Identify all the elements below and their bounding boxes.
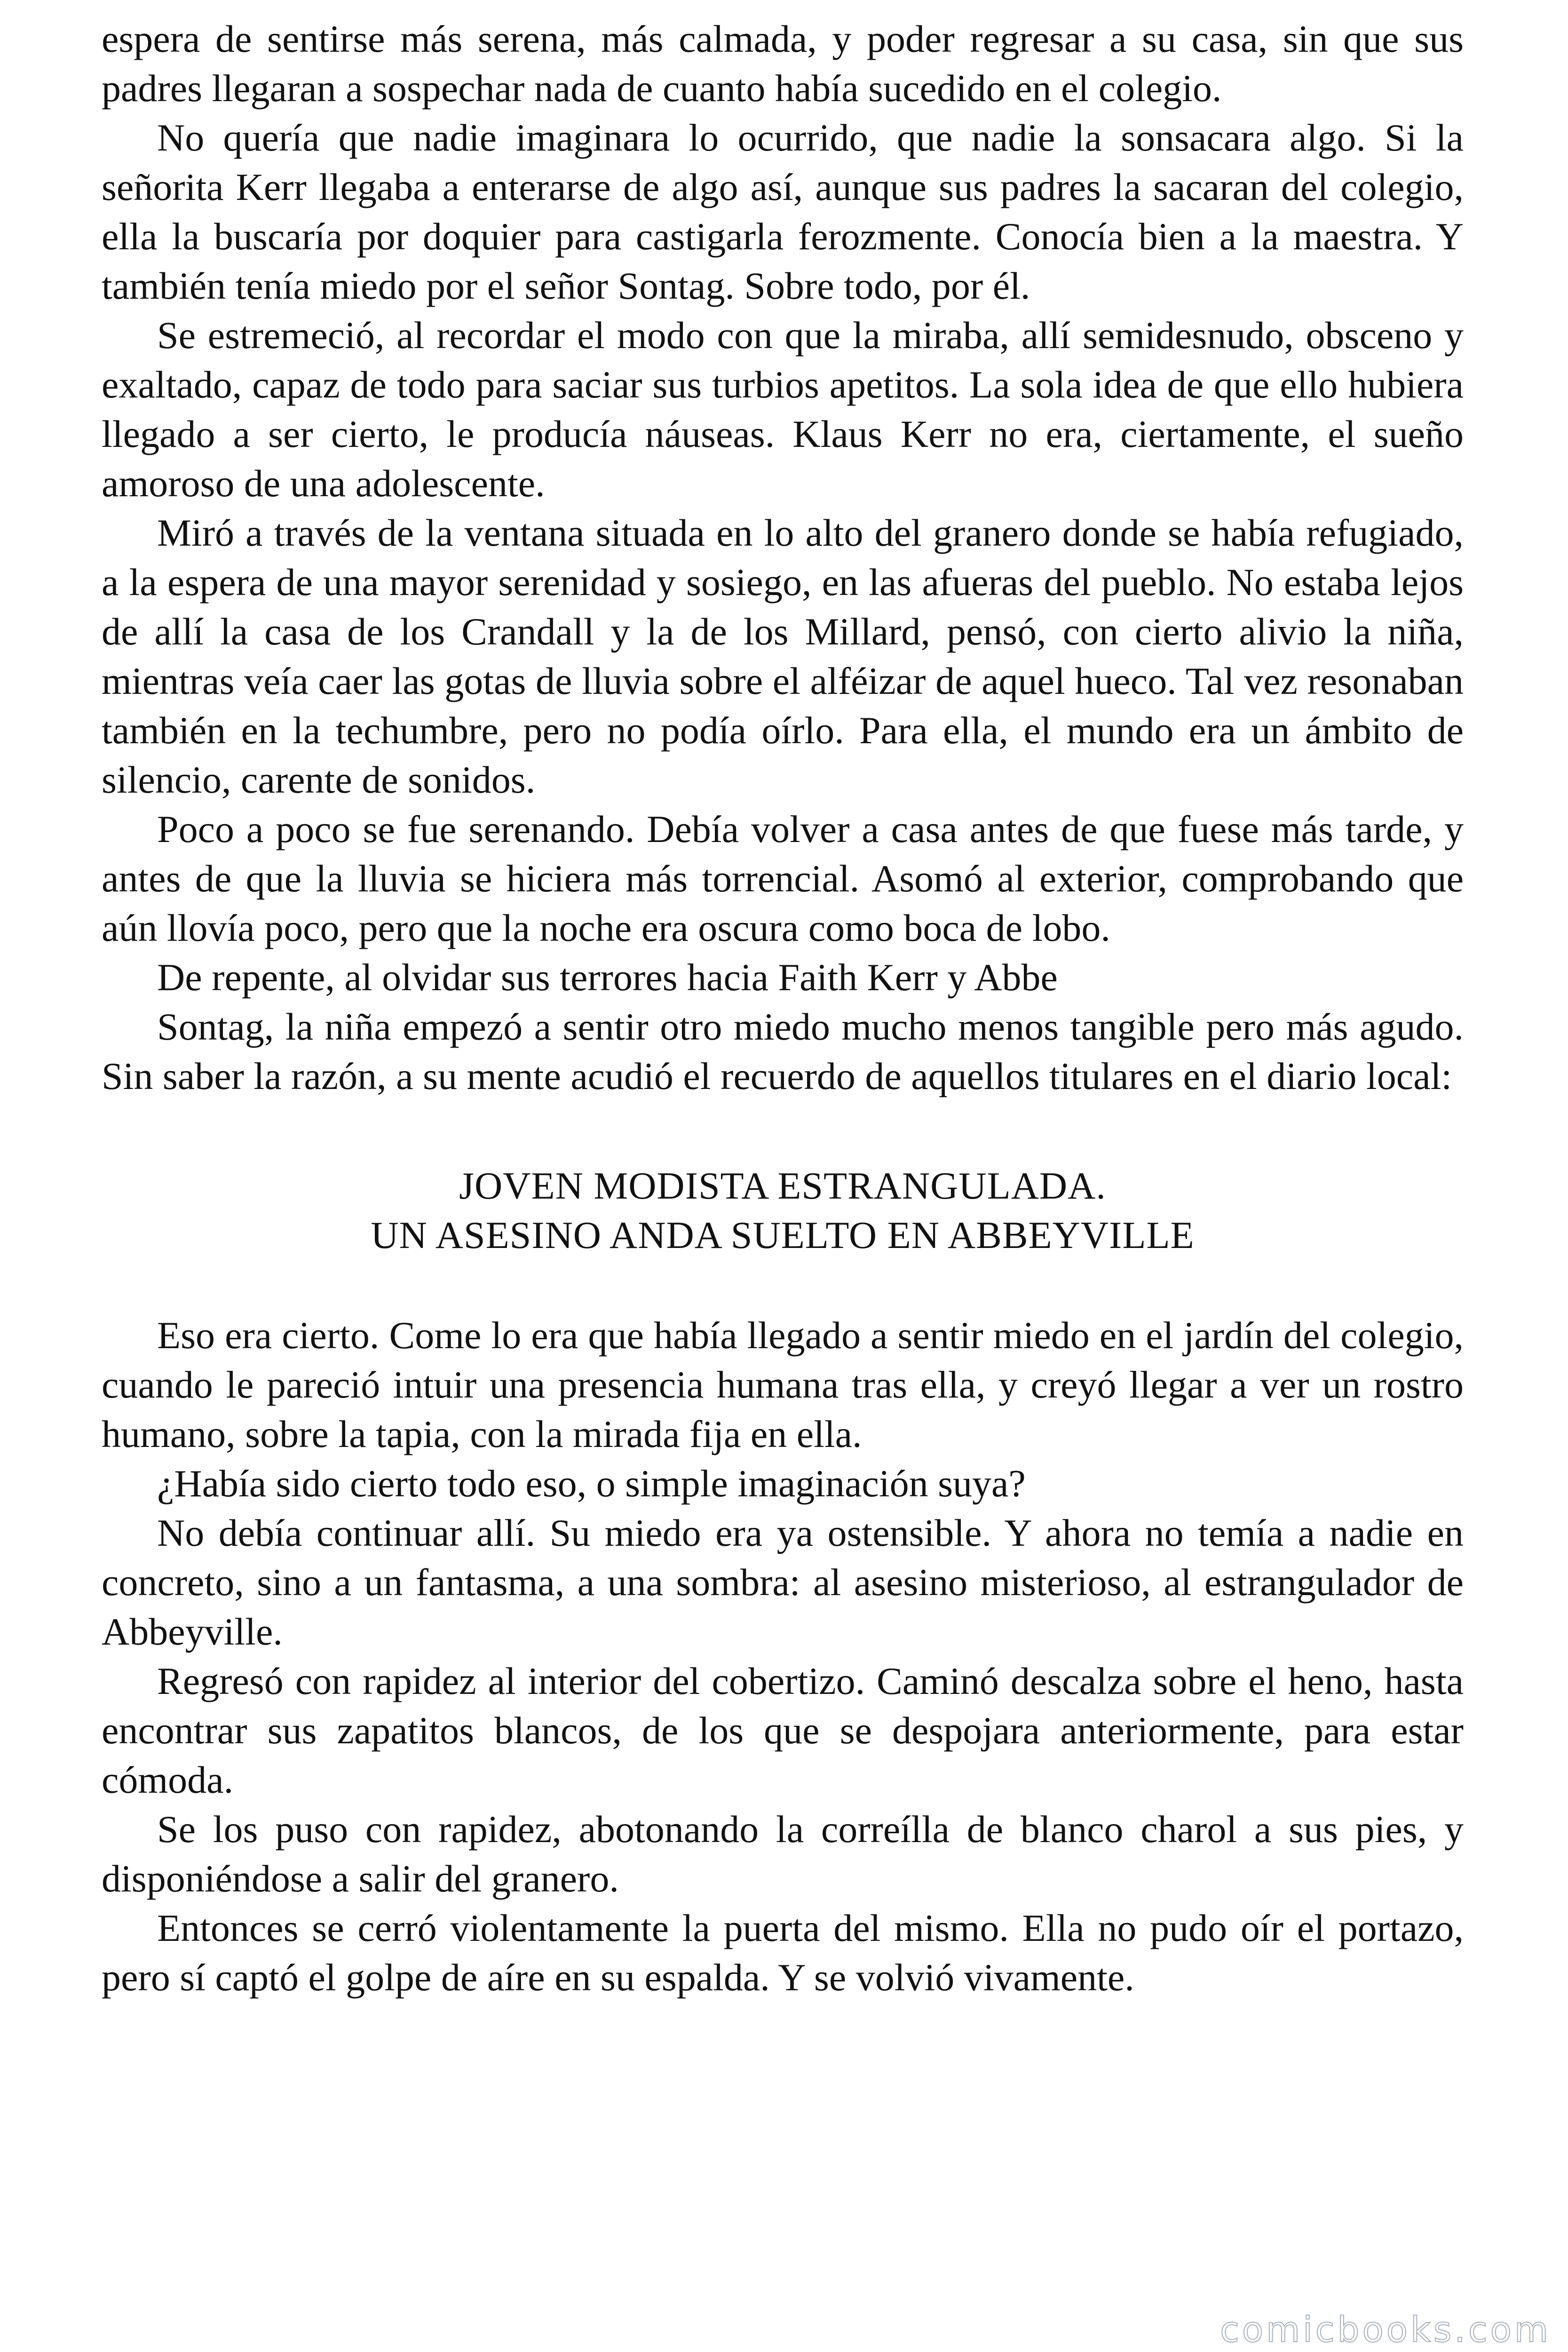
watermark: comicbooks.com bbox=[1220, 2310, 1551, 2350]
paragraph-9: ¿Había sido cierto todo eso, o simple imaginación suya? bbox=[157, 1462, 1026, 1505]
headline-line-2: UN ASESINO ANDA SUELTO EN ABBEYVILLE bbox=[371, 1214, 1195, 1256]
paragraph-2: No quería que nadie imaginara lo ocurrido, que nadie la sonsacara algo. Si la señorita Kerr llegaba a enterarse de algo así, aunque sus padres la sacaran del colegio, ella la buscaría por doquier para castigarla ferozmente. Conocía bien a la maestra. Y también tenía miedo por el señor Sontag. Sobre todo, por él. bbox=[102, 116, 1464, 307]
paragraph-13: Entonces se cerró violentamente la puerta del mismo. Ella no pudo oír el portazo, pero sí captó el golpe de aíre en su espalda. Y se volvió vivamente. bbox=[102, 1907, 1464, 1999]
paragraph-10: No debía continuar allí. Su miedo era ya ostensible. Y ahora no temía a nadie en concreto, sino a un fantasma, a una sombra: al asesino misterioso, al estrangulador de Abbeyville. bbox=[102, 1511, 1464, 1653]
paragraph-5: Poco a poco se fue serenando. Debía volver a casa antes de que fuese más tarde, y antes de que la lluvia se hiciera más torrencial. Asomó al exterior, comprobando que aún llovía poco, pero que la noche era oscura como boca de lobo. bbox=[102, 808, 1464, 949]
book-page bbox=[102, 14, 1464, 2002]
paragraph-8: Eso era cierto. Come lo era que había llegado a sentir miedo en el jardín del colegio, cuando le pareció intuir una presencia humana tras ella, y creyó llegar a ver un rostro humano, sobre la tapia, con la mirada fija en ella. bbox=[102, 1314, 1464, 1455]
headline-line-1: JOVEN MODISTA ESTRANGULADA. bbox=[459, 1164, 1106, 1207]
paragraph-4: Miró a través de la ventana situada en lo alto del granero donde se había refugiado, a la espera de una mayor serenidad y sosiego, en las afueras del pueblo. No estaba lejos de allí la casa de los Crandall y la de los Millard, pensó, con cierto alivio la niña, mientras veía caer las gotas de lluvia sobre el alféizar de aquel hueco. Tal vez resonaban también en la techumbre, pero no podía oírlo. Para ella, el mundo era un ámbito de silencio, carente de sonidos. bbox=[102, 511, 1464, 801]
paragraph-3: Se estremeció, al recordar el modo con que la miraba, allí semidesnudo, obsceno y exaltado, capaz de todo para saciar sus turbios apetitos. La sola idea de que ello hubiera llegado a ser cierto, le producía náuseas. Klaus Kerr no era, ciertamente, el sueño amoroso de una adolescente. bbox=[102, 314, 1464, 505]
paragraph-12: Se los puso con rapidez, abotonando la correílla de blanco charol a sus pies, y disponiéndose a salir del granero. bbox=[102, 1808, 1464, 1900]
paragraph-11: Regresó con rapidez al interior del cobertizo. Caminó descalza sobre el heno, hasta encontrar sus zapatitos blancos, de los que se despojara anteriormente, para estar cómoda. bbox=[102, 1660, 1464, 1801]
paragraph-1: espera de sentirse más serena, más calmada, y poder regresar a su casa, sin que sus padres llegaran a sospechar nada de cuanto había sucedido en el colegio. bbox=[102, 17, 1464, 110]
paragraph-6: De repente, al olvidar sus terrores hacia Faith Kerr y Abbe bbox=[157, 956, 1058, 999]
newspaper-headline bbox=[102, 1161, 1464, 1260]
paragraph-7: Sontag, la niña empezó a sentir otro miedo mucho menos tangible pero más agudo. Sin saber la razón, a su mente acudió el recuerdo de aquellos titulares en el diario local: bbox=[102, 1005, 1464, 1097]
